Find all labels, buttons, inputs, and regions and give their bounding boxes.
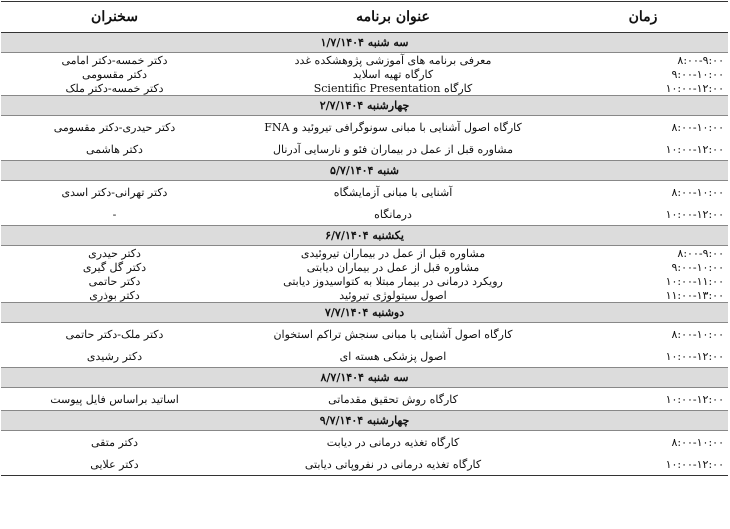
session-row [1, 453, 728, 476]
session-speaker: دکتر ملک-دکتر حاتمی [65, 327, 164, 341]
session-speaker: دکتر خمسه-دکتر ملک [65, 81, 164, 95]
session-speaker: اساتید براساس فایل پیوست [50, 392, 179, 406]
session-row [1, 67, 728, 81]
session-title: کارگاه اصول آشنایی با مبانی سونوگرافی تیروئید و FNA [264, 120, 522, 134]
session-title: آشنایی با مبانی آزمایشگاه [333, 185, 453, 199]
schedule-body [1, 33, 728, 476]
session-title: درمانگاه [374, 207, 412, 221]
session-speaker: دکتر خمسه-دکتر امامی [61, 53, 168, 67]
session-row [1, 181, 728, 204]
session-speaker: دکتر گل گیری [82, 260, 147, 274]
session-time: ۸:۰۰-۱۰:۰۰ [671, 185, 724, 199]
day-header-row [1, 161, 728, 181]
session-title: کارگاه اصول آشنایی با مبانی سنجش تراکم استخوان [273, 327, 513, 341]
session-title: معرفی برنامه های آموزشی پژوهشکده غدد [294, 53, 492, 67]
session-title: کارگاه تغذیه درمانی در دیابت [326, 435, 460, 449]
day-label: شنبه ۵/۷/۱۴۰۴ [1, 161, 728, 181]
session-title: اصول پزشکی هسته ای [339, 349, 447, 363]
session-time: ۹:۰۰-۱۰:۰۰ [671, 67, 724, 81]
day-header-row [1, 411, 728, 431]
header-title: عنوان برنامه [228, 2, 558, 33]
session-row [1, 81, 728, 96]
session-time: ۱۰:۰۰-۱۲:۰۰ [665, 392, 724, 406]
session-row [1, 288, 728, 303]
session-time: ۱۰:۰۰-۱۲:۰۰ [665, 142, 724, 156]
day-label: چهارشنبه ۹/۷/۱۴۰۴ [1, 411, 728, 431]
session-time: ۱۰:۰۰-۱۲:۰۰ [665, 81, 724, 95]
header-speaker: سخنران [1, 2, 228, 33]
session-title: کارگاه تهیه اسلاید [352, 67, 434, 81]
session-time: ۸:۰۰-۱۰:۰۰ [671, 327, 724, 341]
session-speaker: دکتر متقی [91, 435, 138, 449]
session-speaker: دکتر حیدری-دکتر مقسومی [53, 120, 176, 134]
schedule-table [1, 1, 728, 476]
header-row [1, 2, 728, 33]
session-row [1, 431, 728, 454]
session-row [1, 138, 728, 161]
session-time: ۱۱:۰۰-۱۳:۰۰ [665, 288, 724, 302]
session-title: کارگاه Scientific Presentation [313, 81, 473, 95]
session-title: مشاوره قبل از عمل در بیماران دیابتی [306, 260, 480, 274]
schedule-header [1, 2, 728, 33]
day-label: چهارشنبه ۲/۷/۱۴۰۴ [1, 96, 728, 116]
day-label: سه شنبه ۸/۷/۱۴۰۴ [1, 368, 728, 388]
session-row [1, 323, 728, 346]
day-label: سه شنبه ۱/۷/۱۴۰۴ [1, 33, 728, 53]
session-time: ۱۰:۰۰-۱۲:۰۰ [665, 207, 724, 221]
session-row [1, 274, 728, 288]
session-speaker: دکتر مقسومی [81, 67, 148, 81]
session-title: مشاوره قبل از عمل در بیماران فئو و نارسایی آدرنال [273, 142, 513, 156]
session-title: مشاوره قبل از عمل در بیماران تیروئیدی [300, 246, 486, 260]
header-time: زمان [558, 2, 728, 33]
session-title: کارگاه تغذیه درمانی در نفروپاتی دیابتی [228, 453, 558, 476]
session-row [1, 345, 728, 368]
session-speaker: دکتر علایی [1, 453, 228, 476]
day-label: دوشنبه ۷/۷/۱۴۰۴ [1, 303, 728, 323]
session-title: رویکرد درمانی در بیمار مبتلا به کتواسیدوز دیابتی [283, 274, 503, 288]
session-row [1, 260, 728, 274]
day-header-row [1, 226, 728, 246]
session-time: ۸:۰۰-۹:۰۰ [677, 246, 724, 260]
day-header-row [1, 33, 728, 53]
day-header-row [1, 368, 728, 388]
session-time: ۱۰:۰۰-۱۱:۰۰ [665, 274, 724, 288]
session-title: کارگاه روش تحقیق مقدماتی [328, 392, 458, 406]
session-time: ۹:۰۰-۱۰:۰۰ [671, 260, 724, 274]
session-speaker: دکتر حاتمی [88, 274, 141, 288]
session-time: ۱۰:۰۰-۱۲:۰۰ [665, 349, 724, 363]
session-speaker: - [112, 207, 117, 221]
day-header-row [1, 96, 728, 116]
session-time: ۸:۰۰-۹:۰۰ [677, 53, 724, 67]
day-label: یکشنبه ۶/۷/۱۴۰۴ [1, 226, 728, 246]
session-row [1, 388, 728, 411]
session-speaker: دکتر هاشمی [86, 142, 143, 156]
session-speaker: دکتر تهرانی-دکتر اسدی [61, 185, 168, 199]
session-row [1, 116, 728, 139]
day-header-row [1, 303, 728, 323]
session-row [1, 246, 728, 261]
session-speaker: دکتر بوذری [89, 288, 140, 302]
session-row [1, 53, 728, 68]
session-title: اصول سیتولوژی تیروئید [339, 288, 447, 302]
session-time: ۸:۰۰-۱۰:۰۰ [671, 435, 724, 449]
session-time: ۱۰:۰۰-۱۲:۰۰ [558, 453, 728, 476]
session-speaker: دکتر رشیدی [86, 349, 143, 363]
session-row [1, 203, 728, 226]
session-speaker: دکتر حیدری [88, 246, 141, 260]
session-time: ۸:۰۰-۱۰:۰۰ [671, 120, 724, 134]
